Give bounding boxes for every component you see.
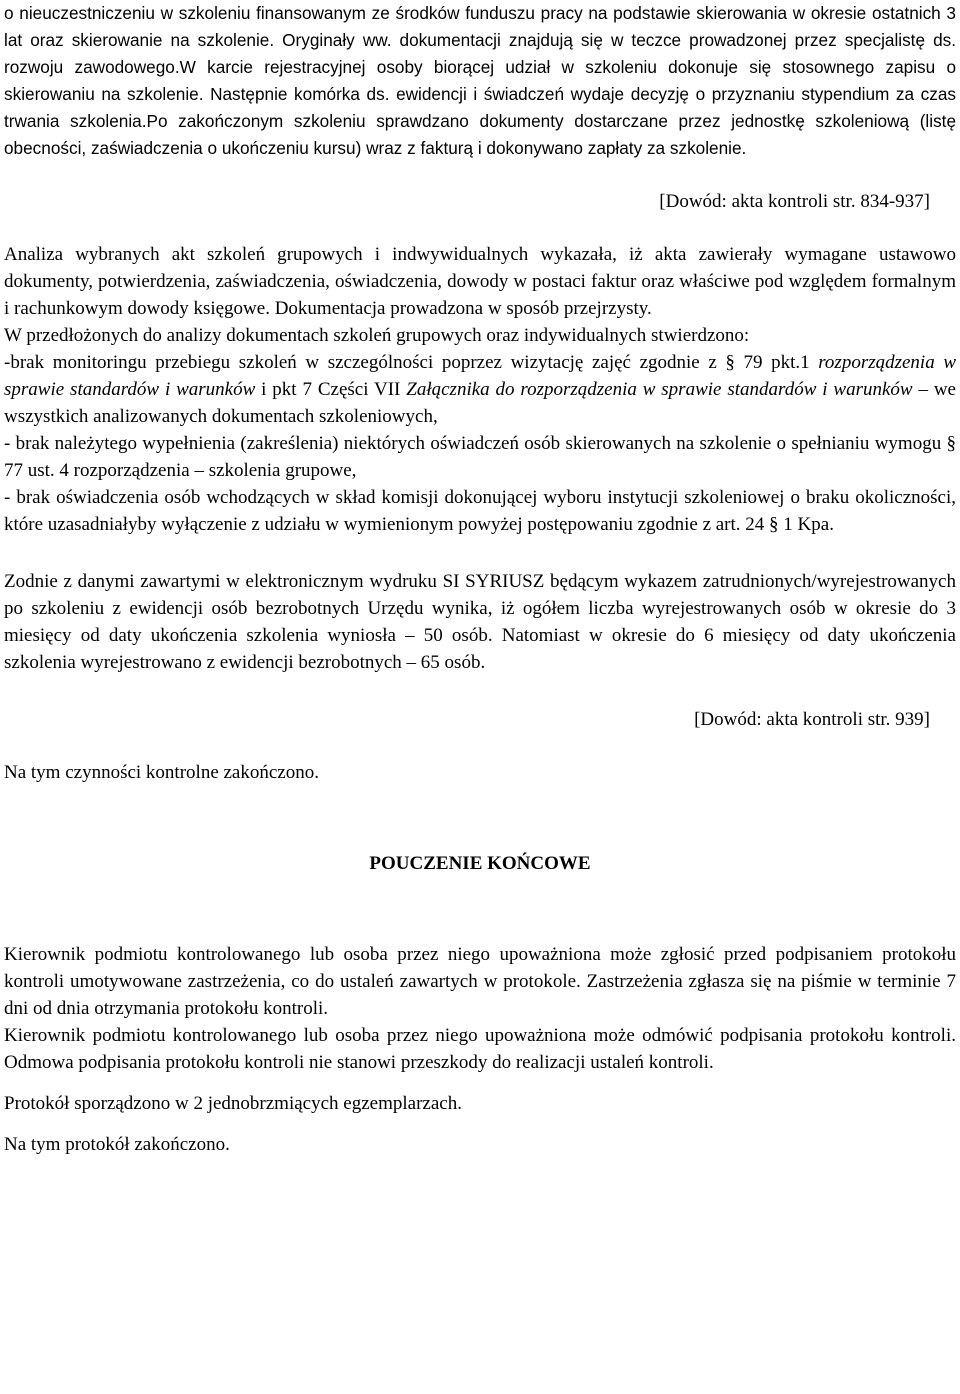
evidence-reference-1: [Dowód: akta kontroli str. 834-937] — [659, 191, 930, 212]
paragraph-analysis: Analiza wybranych akt szkoleń grupowych i indwywidualnych wykazała, iż akta zawierały wymagane ustawowo dokumenty, potwierdzenia, zaświadczenia, oświadczenia, dowody w postaci faktur oraz właściwe pod względem formalnym i rachunkowym dowody księgowe. Dokumentacja prowadzona w sposób przejrzysty. — [4, 244, 956, 319]
spacer — [4, 877, 956, 941]
evidence-reference-2: [Dowód: akta kontroli str. 939] — [694, 709, 930, 730]
spacer — [4, 1117, 956, 1131]
finding-monitoring-regulation-ref: rozporządzenia w sprawie standardów i warunków — [4, 352, 956, 400]
spacer — [4, 676, 956, 706]
finding-monitoring — [4, 349, 956, 430]
paragraph-objections: Kierownik podmiotu kontrolowanego lub osoba przez niego upoważniona może zgłosić przed podpisaniem protokołu kontroli umotywowane zastrzeżenia, co do ustaleń zawartych w protokole. Zastrzeżenia zgłasza się na piśmie w terminie 7 dni od dnia otrzymania protokołu kontroli. — [4, 944, 956, 1019]
finding-monitoring-text-a: -brak monitoringu przebiegu szkoleń w szczególności poprzez wizytację zajęć zgodnie z § 79 pkt.1 — [4, 352, 819, 373]
paragraph-syriusz-data: Zodnie z danymi zawartymi w elektronicznym wydruku SI SYRIUSZ będącym wykazem zatrudnionych/wyrejestrowanych po szkoleniu z ewidencji osób bezrobotnych Urzędu wynika, iż ogółem liczba wyrejestrowanych osób w okresie do 3 miesięcy od daty ukończenia szkolenia wyniosła – 50 osób. Natomiast w okresie do 6 miesięcy od daty ukończenia szkolenia wyrejestrowano z ewidencji bezrobotnych – 65 osób. — [4, 571, 956, 673]
paragraph-copies: Protokół sporządzono w 2 jednobrzmiących egzemplarzach. — [4, 1093, 462, 1114]
spacer — [4, 162, 956, 188]
finding-monitoring-annex-ref: Załącznika do rozporządzenia w sprawie standardów i warunków — [406, 379, 913, 400]
paragraph-refusal: Kierownik podmiotu kontrolowanego lub osoba przez niego upoważniona może odmówić podpisania protokołu kontroli. Odmowa podpisania protokołu kontroli nie stanowi przeszkody do realizacji ustaleń kontroli. — [4, 1025, 956, 1073]
spacer — [4, 538, 956, 568]
finding-monitoring-text-c: i pkt 7 Części VII — [255, 379, 407, 400]
spacer — [4, 215, 956, 241]
document-page — [4, 0, 956, 1158]
section-heading-final-instruction: POUCZENIE KOŃCOWE — [369, 853, 591, 874]
closing-protocol: Na tym protokół zakończono. — [4, 1134, 230, 1155]
paragraph-findings-intro: W przedłożonych do analizy dokumentach szkoleń grupowych oraz indywidualnych stwierdzono: — [4, 325, 750, 346]
closing-inspection-activities: Na tym czynności kontrolne zakończono. — [4, 762, 319, 783]
finding-commission: - brak oświadczenia osób wchodzących w skład komisji dokonującej wyboru instytucji szkoleniowej o braku okoliczności, które uzasadniałyby wyłączenie z udziału w wymienionym powyżej postępowaniu zgodnie z art. 24 § 1 Kpa. — [4, 487, 956, 535]
paragraph-training-procedure: o nieuczestniczeniu w szkoleniu finansowanym ze środków funduszu pracy na podstawie skierowania w okresie ostatnich 3 lat oraz skierowanie na szkolenie. Oryginały ww. dokumentacji znajdują się w teczce prowadzonej przez specjalistę ds. rozwoju zawodowego.W karcie rejestracyjnej osoby biorącej udział w szkoleniu dokonuje się stosownego zapisu o skierowaniu na szkolenie. Następnie komórka ds. ewidencji i świadczeń wydaje decyzję o przyznaniu stypendium za czas trwania szkolenia.Po zakończonym szkoleniu sprawdzano dokumenty dostarczane przez jednostkę szkoleniową (listę obecności, zaświadczenia o ukończeniu kursu) wraz z fakturą i dokonywano zapłaty za szkolenie. — [4, 3, 956, 158]
finding-declarations: - brak należytego wypełnienia (zakreślenia) niektórych oświadczeń osób skierowanych na szkolenie o spełnianiu wymogu § 77 ust. 4 rozporządzenia – szkolenia grupowe, — [4, 433, 956, 481]
spacer — [4, 786, 956, 850]
spacer — [4, 733, 956, 759]
spacer — [4, 1076, 956, 1090]
finding-monitoring-text-e: – we wszystkich analizowanych dokumentach szkoleniowych, — [4, 379, 956, 427]
